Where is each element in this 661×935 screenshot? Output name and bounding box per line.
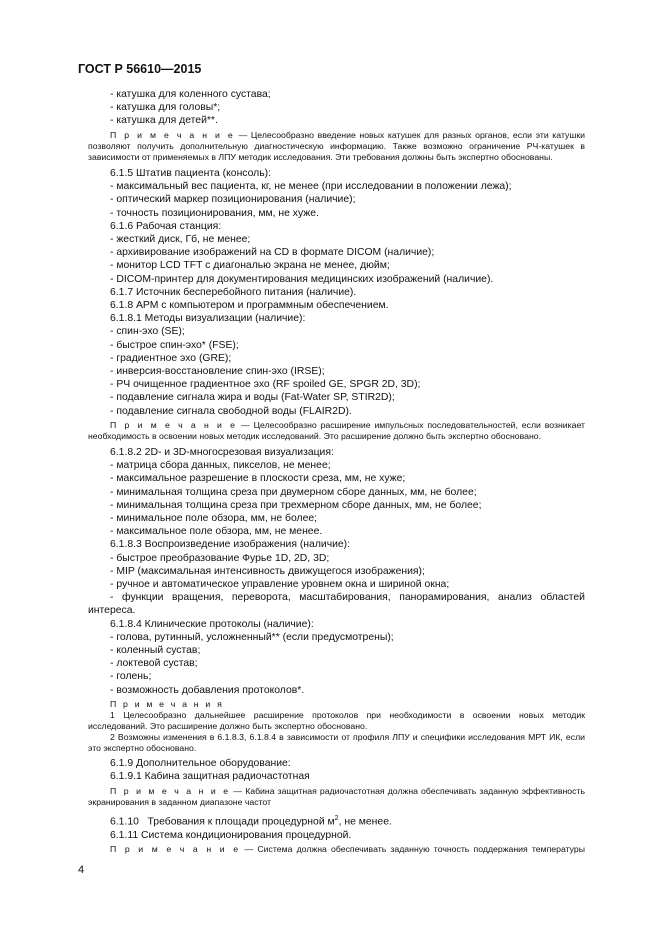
list-item: - РЧ очищенное градиентное эхо (RF spoiled GE, SPGR 2D, 3D); [110,379,421,391]
list-item: - голень; [110,671,152,683]
list-item: - минимальная толщина среза при двумерном сборе данных, мм, не более; [110,486,477,498]
note-4 [88,786,585,808]
list-item: - монитор LCD TFT с диагональю экрана не менее, дюйм; [110,260,390,272]
list-item: - градиентное эхо (GRE); [110,352,232,364]
list-item: - катушка для головы*; [110,102,221,114]
list-item: - оптический маркер позиционирования (наличие); [110,194,356,206]
section-heading: 6.1.11 Система кондиционирования процедурной. [110,829,352,841]
page-number: 4 [78,864,85,876]
note-label: П р и м е ч а н и е [110,843,241,854]
list-item: - подавление сигнала свободной воды (FLAIR2D). [110,405,352,417]
section-heading: 6.1.8.1 Методы визуализации (наличие): [110,313,306,325]
note-label: П р и м е ч а н и е [110,129,235,140]
list-item: - ручное и автоматическое управление уровнем окна и шириной окна; [110,578,450,590]
section-heading: 6.1.9.1 Кабина защитная радиочастотная [110,771,310,783]
note-text: — Кабина защитная радиочастотная должна обеспечивать заданную эффективность экранирования в заданном диапазоне частот [88,785,585,807]
list-item: - жесткий диск, Гб, не менее; [110,233,251,245]
list-item: - подавление сигнала жира и воды (Fat-Water SP, STIR2D); [110,392,395,404]
note-text: — Целесообразно расширение импульсных последовательностей, если возникает необходимость в освоении новых методик исследований. Это расширение должно быть экспертно обосновано. [88,419,585,441]
note-label: П р и м е ч а н и я [110,698,224,709]
list-item: - катушка для детей**. [110,115,218,127]
list-item: - коленный сустав; [110,644,201,656]
section-heading-text: , не менее. [338,816,392,828]
note-text: 2 Возможны изменения в 6.1.8.3, 6.1.8.4 в зависимости от профиля ЛПУ и специфики исследования МРТ ИК, если это экспертно обосновано. [88,732,585,754]
list-item: - голова, рутинный, усложненный** (если предусмотрены); [110,631,394,643]
superscript: 2 [334,814,339,822]
section-heading-text: 6.1.10 Требования к площади процедурной м [110,816,335,828]
note-1 [88,130,585,163]
list-item: - архивирование изображений на CD в формате DICOM (наличие); [110,247,435,259]
note-text: — Система должна обеспечивать заданную точность поддержания температуры [240,843,585,854]
section-heading: 6.1.9 Дополнительное оборудование: [110,758,291,770]
list-item: - быстрое спин-эхо* (FSE); [110,339,239,351]
note-text: 1 Целесообразно дальнейшее расширение протоколов при необходимости в освоении новых методик исследований. Это расширение должно быть экспертно обосновано. [88,709,585,731]
note-label: П р и м е ч а н и е [110,785,231,796]
list-item: - катушка для коленного сустава; [110,89,271,100]
section-heading: 6.1.8.4 Клинические протоколы (наличие): [110,618,314,630]
list-item: - матрица сбора данных, пикселов, не менее; [110,460,331,472]
list-item: - функции вращения, переворота, масштабирования, панорамирования, анализ областей интереса. [88,592,585,617]
list-item: - DICOM-принтер для документирования медицинских изображений (наличие). [110,273,494,285]
list-item: - максимальный вес пациента, кг, не менее (при исследовании в положении лежа); [110,181,512,193]
note-2 [88,420,585,442]
list-item: - максимальное поле обзора, мм, не менее. [110,526,323,538]
document-header: ГОСТ Р 56610—2015 [78,62,202,76]
list-item: - локтевой сустав; [110,658,198,670]
document-body [88,88,585,859]
section-heading: 6.1.8.3 Воспроизведение изображения (наличие): [110,539,351,551]
note-5 [88,844,585,855]
section-heading [88,812,585,829]
note-text: — Целесообразно введение новых катушек для разных органов, если эти катушки позволяют получить дополнительную диагностическую информацию. Также возможно ограничение РЧ-катушек в зависимости от применяемых в ЛПУ методик исследования. Эти требования должны быть экспертно обоснованы. [88,129,585,162]
section-heading: 6.1.5 Штатив пациента (консоль): [110,167,271,179]
list-item: - минимальная толщина среза при трехмерном сборе данных, мм, не более; [110,499,482,511]
note-3 [88,699,585,754]
section-heading: 6.1.6 Рабочая станция: [110,220,222,232]
section-heading: 6.1.8 АРМ с компьютером и программным обеспечением. [110,299,389,311]
section-heading: 6.1.8.2 2D- и 3D-многосрезовая визуализация: [110,446,334,458]
list-item: - минимальное поле обзора, мм, не более; [110,512,318,524]
list-item: - быстрое преобразование Фурье 1D, 2D, 3D; [110,552,330,564]
note-label: П р и м е ч а н и е [110,419,238,430]
list-item: - инверсия-восстановление спин-эхо (IRSE); [110,365,325,377]
list-item: - спин-эхо (SE); [110,326,185,338]
section-heading: 6.1.7 Источник бесперебойного питания (наличие). [110,286,357,298]
list-item: - точность позиционирования, мм, не хуже. [110,207,319,219]
list-item: - возможность добавления протоколов*. [110,684,305,696]
list-item: - MIP (максимальная интенсивность движущегося изображения); [110,565,425,577]
list-item: - максимальное разрешение в плоскости среза, мм, не хуже; [110,473,406,485]
